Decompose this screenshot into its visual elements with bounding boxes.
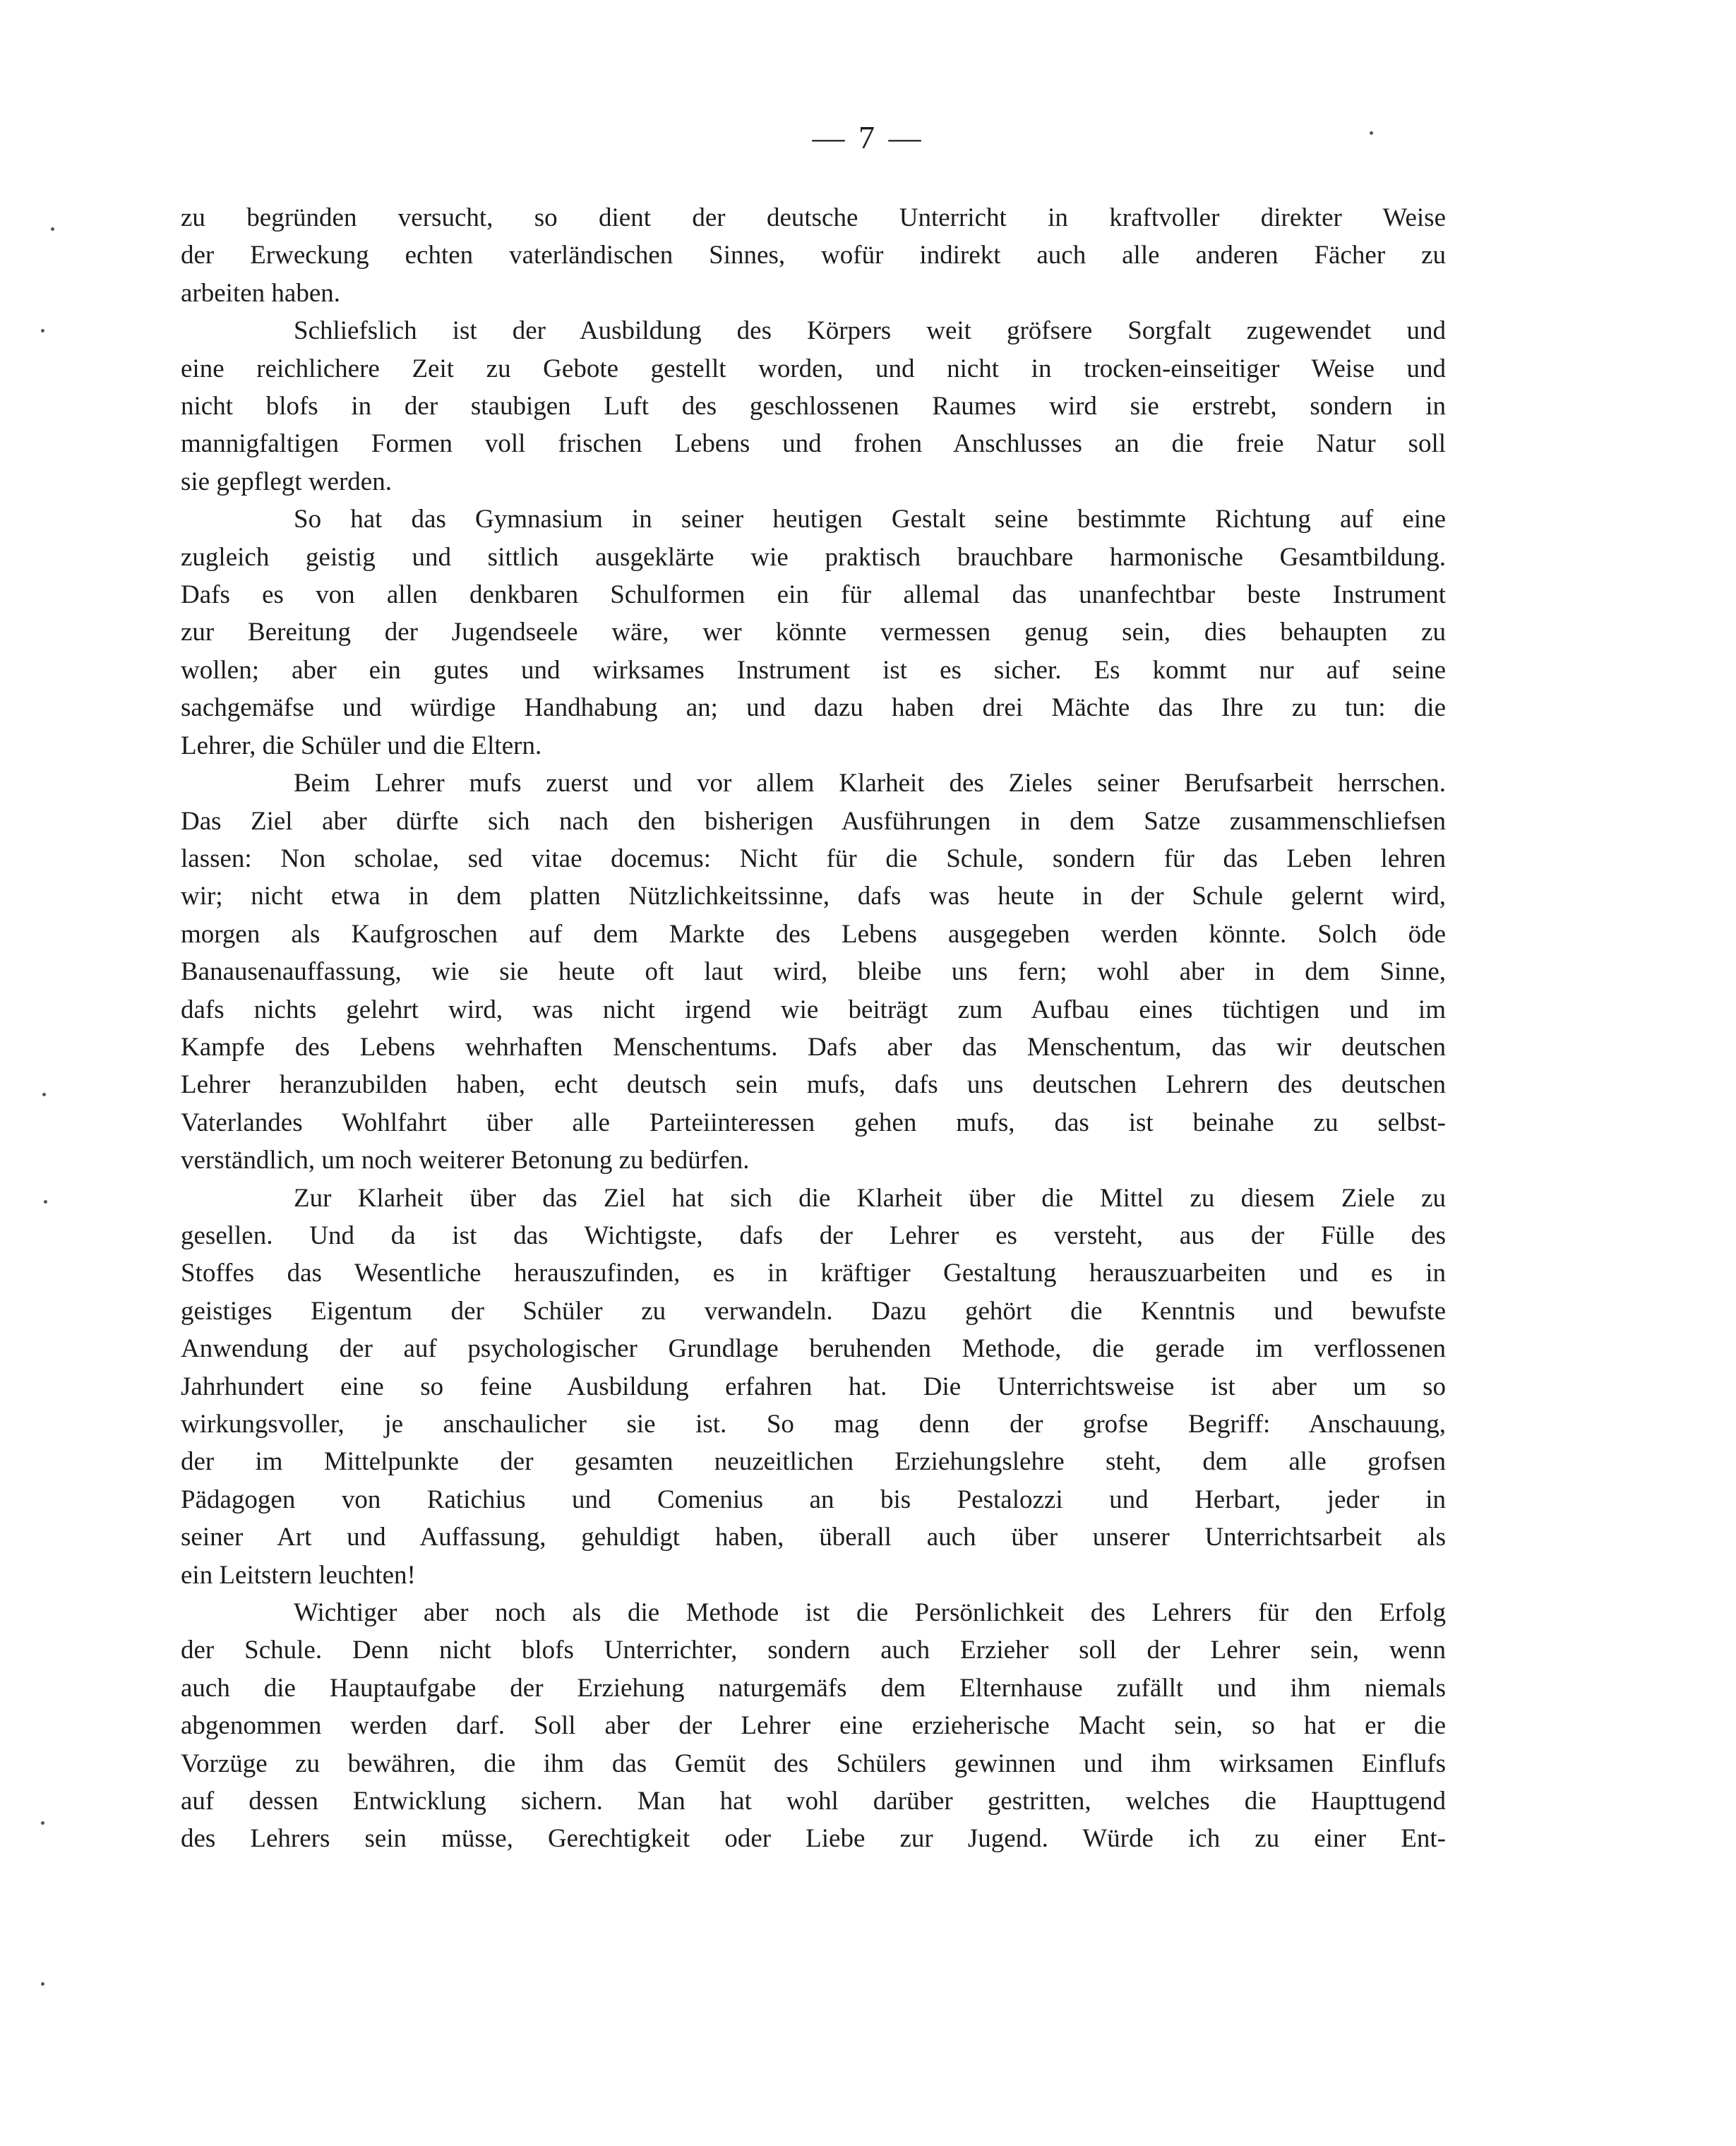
text-line: Pädagogen von Ratichius und Comenius an bis Pestalozzi und Herbart, jeder in <box>181 1485 1446 1514</box>
text-line: lassen: Non scholae, sed vitae docemus: Nicht für die Schule, sondern für das Leben lehren <box>181 844 1446 873</box>
scan-speck <box>41 1982 44 1986</box>
text-line: eine reichlichere Zeit zu Gebote gestellt worden, und nicht in trocken-einseitiger Weise und <box>181 354 1446 383</box>
text-line: wir; nicht etwa in dem platten Nützlichkeitssinne, dafs was heute in der Schule gelernt wird, <box>181 882 1446 911</box>
text-line: Zur Klarheit über das Ziel hat sich die Klarheit über die Mittel zu diesem Ziele zu <box>294 1183 1446 1213</box>
text-line: Dafs es von allen denkbaren Schulformen ein für allemal das unanfechtbar beste Instrument <box>181 580 1446 610</box>
text-line: abgenommen werden darf. Soll aber der Lehrer eine erzieherische Macht sein, so hat er die <box>181 1711 1446 1741</box>
scan-speck <box>44 1200 47 1204</box>
text-line: geistiges Eigentum der Schüler zu verwandeln. Dazu gehört die Kenntnis und bewufste <box>181 1296 1446 1326</box>
text-line: verständlich, um noch weiterer Betonung zu bedürfen. <box>181 1146 750 1175</box>
text-line: Kampfe des Lebens wehrhaften Menschentums. Dafs aber das Menschentum, das wir deutschen <box>181 1032 1446 1062</box>
text-line: Beim Lehrer mufs zuerst und vor allem Klarheit des Zieles seiner Berufsarbeit herrschen. <box>294 769 1446 798</box>
text-line: seiner Art und Auffassung, gehuldigt haben, überall auch über unserer Unterrichtsarbeit als <box>181 1523 1446 1552</box>
text-line: Vaterlandes Wohlfahrt über alle Parteiinteressen gehen mufs, das ist beinahe zu selbst- <box>181 1108 1446 1137</box>
text-line: Schliefslich ist der Ausbildung des Körpers weit gröfsere Sorgfalt zugewendet und <box>294 316 1446 346</box>
page-number: — 7 — <box>812 119 924 155</box>
text-line: des Lehrers sein müsse, Gerechtigkeit oder Liebe zur Jugend. Würde ich zu einer Ent- <box>181 1824 1446 1854</box>
text-line: So hat das Gymnasium in seiner heutigen Gestalt seine bestimmte Richtung auf eine <box>294 505 1446 534</box>
body-text <box>181 199 1446 1858</box>
text-line: wollen; aber ein gutes und wirksames Instrument ist es sicher. Es kommt nur auf seine <box>181 655 1446 685</box>
text-line: mannigfaltigen Formen voll frischen Lebens und frohen Anschlusses an die freie Natur soll <box>181 429 1446 459</box>
paragraph-4 <box>181 765 1446 1179</box>
text-line: Lehrer, die Schüler und die Eltern. <box>181 731 542 760</box>
text-line: ein Leitstern leuchten! <box>181 1560 416 1590</box>
text-line: Lehrer heranzubilden haben, echt deutsch sein mufs, dafs uns deutschen Lehrern des deutschen <box>181 1070 1446 1100</box>
text-line: auch die Hauptaufgabe der Erziehung naturgemäfs dem Elternhause zufällt und ihm niemals <box>181 1673 1446 1703</box>
text-line: zugleich geistig und sittlich ausgeklärte wie praktisch brauchbare harmonische Gesamtbildung. <box>181 542 1446 572</box>
text-line: dafs nichts gelehrt wird, was nicht irgend wie beiträgt zum Aufbau eines tüchtigen und im <box>181 995 1446 1024</box>
text-line: Jahrhundert eine so feine Ausbildung erfahren hat. Die Unterrichtsweise ist aber um so <box>181 1372 1446 1401</box>
text-line: zu begründen versucht, so dient der deutsche Unterricht in kraftvoller direkter Weise <box>181 203 1446 232</box>
paragraph-3 <box>181 500 1446 765</box>
text-line: gesellen. Und da ist das Wichtigste, dafs der Lehrer es versteht, aus der Fülle des <box>181 1221 1446 1250</box>
scan-speck <box>41 329 44 332</box>
scan-speck <box>41 1821 44 1825</box>
text-line: arbeiten haben. <box>181 278 340 308</box>
text-line: Vorzüge zu bewähren, die ihm das Gemüt des Schülers gewinnen und ihm wirksamen Einflufs <box>181 1749 1446 1778</box>
text-line: Stoffes das Wesentliche herauszufinden, es in kräftiger Gestaltung herauszuarbeiten und es in <box>181 1259 1446 1288</box>
text-line: sie gepflegt werden. <box>181 467 392 496</box>
paragraph-6 <box>181 1594 1446 1858</box>
scan-speck <box>42 1093 46 1096</box>
text-line: wirkungsvoller, je anschaulicher sie ist. So mag denn der grofse Begriff: Anschauung, <box>181 1410 1446 1439</box>
scan-speck <box>1370 131 1373 135</box>
text-line: Wichtiger aber noch als die Methode ist die Persönlichkeit des Lehrers für den Erfolg <box>294 1598 1446 1628</box>
paragraph-5 <box>181 1180 1446 1594</box>
text-line: sachgemäfse und würdige Handhabung an; und dazu haben drei Mächte das Ihre zu tun: die <box>181 693 1446 723</box>
text-line: Das Ziel aber dürfte sich nach den bisherigen Ausführungen in dem Satze zusammenschliefsen <box>181 806 1446 836</box>
text-line: morgen als Kaufgroschen auf dem Markte des Lebens ausgegeben werden könnte. Solch öde <box>181 919 1446 949</box>
text-line: der Erweckung echten vaterländischen Sinnes, wofür indirekt auch alle anderen Fächer zu <box>181 241 1446 270</box>
text-line: zur Bereitung der Jugendseele wäre, wer könnte vermessen genug sein, dies behaupten zu <box>181 618 1446 647</box>
text-line: Anwendung der auf psychologischer Grundlage beruhenden Methode, die gerade im verflossenen <box>181 1334 1446 1364</box>
paragraph-2 <box>181 312 1446 500</box>
text-line: nicht blofs in der staubigen Luft des geschlossenen Raumes wird sie erstrebt, sondern in <box>181 392 1446 421</box>
text-line: Banausenauffassung, wie sie heute oft laut wird, bleibe uns fern; wohl aber in dem Sinne, <box>181 957 1446 987</box>
text-line: der Schule. Denn nicht blofs Unterrichter, sondern auch Erzieher soll der Lehrer sein, wenn <box>181 1636 1446 1665</box>
text-line: der im Mittelpunkte der gesamten neuzeitlichen Erziehungslehre steht, dem alle grofsen <box>181 1447 1446 1477</box>
paragraph-1 <box>181 199 1446 312</box>
text-line: auf dessen Entwicklung sichern. Man hat wohl darüber gestritten, welches die Haupttugend <box>181 1787 1446 1816</box>
scan-speck <box>51 227 54 231</box>
